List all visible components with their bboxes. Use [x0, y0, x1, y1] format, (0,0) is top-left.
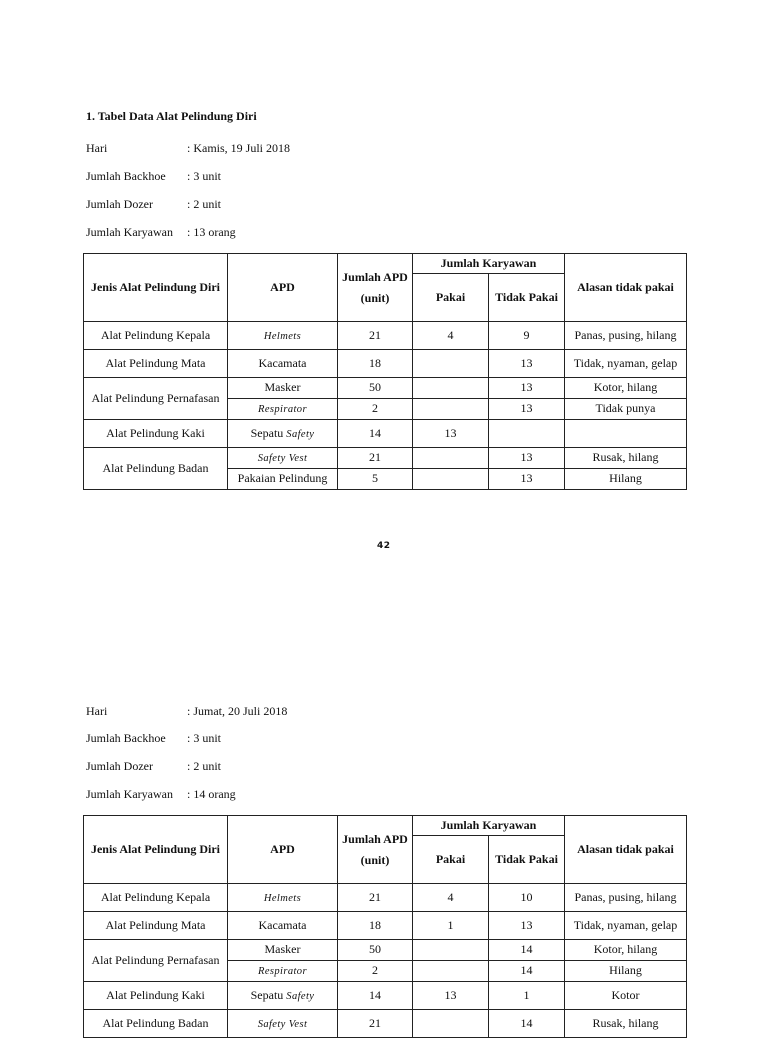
- table-row: [84, 350, 687, 378]
- cell-apd-name: Safety: [286, 428, 315, 440]
- header-alasan: Alasan tidak pakai: [565, 254, 687, 322]
- cell-tidak-pakai: 9: [489, 322, 565, 350]
- cell-jumlah-apd: 14: [338, 982, 413, 1010]
- page-number: 42: [377, 541, 391, 551]
- table-row: [84, 448, 687, 469]
- table-row: [84, 982, 687, 1010]
- cell-jumlah-apd: 2: [338, 399, 413, 420]
- cell-jumlah-apd: 50: [338, 940, 413, 961]
- day1-dozer-value: : 2 unit: [187, 197, 222, 211]
- cell-tidak-pakai: 14: [489, 940, 565, 961]
- cell-jenis: Alat Pelindung Pernafasan: [84, 940, 228, 982]
- cell-apd: [228, 420, 338, 448]
- cell-alasan: Kotor, hilang: [565, 378, 687, 399]
- table-row: [84, 322, 687, 350]
- cell-apd-name: Respirator: [258, 404, 307, 416]
- cell-jenis: Alat Pelindung Kepala: [84, 884, 228, 912]
- cell-pakai: [413, 940, 489, 961]
- cell-tidak-pakai: 13: [489, 469, 565, 490]
- cell-apd-name: Respirator: [258, 966, 307, 978]
- cell-alasan: Rusak, hilang: [565, 1010, 687, 1038]
- cell-tidak-pakai: 14: [489, 961, 565, 982]
- cell-apd-name: Helmets: [263, 330, 302, 342]
- karyawan-label: Jumlah Karyawan: [86, 225, 173, 239]
- table-row: [84, 912, 687, 940]
- table-row: [84, 940, 687, 961]
- apd-table-day1: [83, 253, 687, 490]
- header-alasan: Alasan tidak pakai: [565, 816, 687, 884]
- cell-alasan: Tidak, nyaman, gelap: [565, 912, 687, 940]
- cell-apd: [228, 940, 338, 961]
- cell-apd: [228, 469, 338, 490]
- cell-jenis: Alat Pelindung Mata: [84, 350, 228, 378]
- hari-label: Hari: [86, 704, 108, 718]
- cell-jumlah-apd: 18: [338, 350, 413, 378]
- header-tidak-pakai: Tidak Pakai: [489, 274, 565, 322]
- cell-alasan: Tidak punya: [565, 399, 687, 420]
- cell-tidak-pakai: 13: [489, 912, 565, 940]
- cell-apd-prefix: Sepatu: [250, 425, 287, 440]
- day2-hari-value: : Jumat, 20 Juli 2018: [187, 704, 288, 718]
- cell-apd-name: Masker: [264, 380, 301, 395]
- cell-pakai: [413, 350, 489, 378]
- cell-tidak-pakai: 13: [489, 378, 565, 399]
- day1-backhoe-value: : 3 unit: [187, 169, 222, 183]
- day2-dozer-value: : 2 unit: [187, 759, 222, 773]
- cell-jenis: Alat Pelindung Pernafasan: [84, 378, 228, 420]
- cell-jumlah-apd: 21: [338, 322, 413, 350]
- cell-pakai: 13: [413, 420, 489, 448]
- day2-karyawan-value: : 14 orang: [187, 787, 236, 801]
- cell-apd: [228, 448, 338, 469]
- cell-apd: [228, 378, 338, 399]
- cell-jumlah-apd: 5: [338, 469, 413, 490]
- cell-apd-name: Safety: [286, 990, 315, 1002]
- header-jumlah-apd: [338, 816, 413, 884]
- cell-apd-name: Pakaian Pelindung: [237, 471, 328, 486]
- header-unit-label: (unit): [360, 852, 390, 867]
- cell-tidak-pakai: 1: [489, 982, 565, 1010]
- backhoe-label: Jumlah Backhoe: [86, 731, 166, 745]
- header-tidak-pakai: Tidak Pakai: [489, 836, 565, 884]
- section-heading: 1. Tabel Data Alat Pelindung Diri: [86, 109, 257, 123]
- apd-table-day2: [83, 815, 687, 1038]
- cell-apd-name: Kacamata: [258, 917, 307, 932]
- cell-tidak-pakai: 13: [489, 350, 565, 378]
- cell-apd-name: Safety Vest: [257, 1018, 308, 1030]
- cell-alasan: Kotor: [565, 982, 687, 1010]
- cell-jenis: Alat Pelindung Kaki: [84, 420, 228, 448]
- cell-tidak-pakai: 10: [489, 884, 565, 912]
- header-jenis: Jenis Alat Pelindung Diri: [84, 816, 228, 884]
- table-row: [84, 420, 687, 448]
- header-unit-label: (unit): [360, 290, 390, 305]
- cell-apd-name: Safety Vest: [257, 453, 308, 465]
- header-pakai: Pakai: [413, 836, 489, 884]
- cell-tidak-pakai: 13: [489, 448, 565, 469]
- cell-jumlah-apd: 14: [338, 420, 413, 448]
- cell-pakai: [413, 448, 489, 469]
- hari-label: Hari: [86, 141, 108, 155]
- header-jumlah-apd: [338, 254, 413, 322]
- apd-table-body: [84, 884, 687, 1038]
- cell-jenis: Alat Pelindung Kepala: [84, 322, 228, 350]
- cell-apd: [228, 884, 338, 912]
- karyawan-label: Jumlah Karyawan: [86, 787, 173, 801]
- header-pakai: Pakai: [413, 274, 489, 322]
- cell-alasan: Panas, pusing, hilang: [565, 884, 687, 912]
- cell-jenis: Alat Pelindung Kaki: [84, 982, 228, 1010]
- cell-apd: [228, 350, 338, 378]
- cell-alasan: [565, 420, 687, 448]
- cell-apd: [228, 322, 338, 350]
- day2-backhoe-value: : 3 unit: [187, 731, 222, 745]
- table-row: [84, 884, 687, 912]
- header-jenis: Jenis Alat Pelindung Diri: [84, 254, 228, 322]
- cell-jumlah-apd: 21: [338, 1010, 413, 1038]
- header-jumlah-karyawan: Jumlah Karyawan: [413, 254, 565, 274]
- cell-alasan: Hilang: [565, 961, 687, 982]
- cell-tidak-pakai: [489, 420, 565, 448]
- cell-jenis: Alat Pelindung Mata: [84, 912, 228, 940]
- cell-jumlah-apd: 2: [338, 961, 413, 982]
- day1-hari-value: : Kamis, 19 Juli 2018: [187, 141, 291, 155]
- cell-apd: [228, 961, 338, 982]
- dozer-label: Jumlah Dozer: [86, 197, 153, 211]
- cell-pakai: [413, 399, 489, 420]
- cell-pakai: [413, 378, 489, 399]
- cell-apd-prefix: Sepatu: [250, 987, 287, 1002]
- cell-alasan: Kotor, hilang: [565, 940, 687, 961]
- cell-jenis: Alat Pelindung Badan: [84, 448, 228, 490]
- cell-alasan: Tidak, nyaman, gelap: [565, 350, 687, 378]
- cell-alasan: Hilang: [565, 469, 687, 490]
- dozer-label: Jumlah Dozer: [86, 759, 153, 773]
- cell-pakai: 4: [413, 884, 489, 912]
- header-jumlah-apd-label: Jumlah APD: [342, 270, 408, 285]
- backhoe-label: Jumlah Backhoe: [86, 169, 166, 183]
- cell-apd: [228, 982, 338, 1010]
- cell-apd-name: Kacamata: [258, 355, 307, 370]
- cell-tidak-pakai: 14: [489, 1010, 565, 1038]
- cell-pakai: 4: [413, 322, 489, 350]
- cell-jumlah-apd: 18: [338, 912, 413, 940]
- day1-karyawan-value: : 13 orang: [187, 225, 236, 239]
- cell-alasan: Panas, pusing, hilang: [565, 322, 687, 350]
- cell-jumlah-apd: 21: [338, 884, 413, 912]
- cell-jenis: Alat Pelindung Badan: [84, 1010, 228, 1038]
- cell-alasan: Rusak, hilang: [565, 448, 687, 469]
- cell-apd: [228, 912, 338, 940]
- apd-table-body: [84, 322, 687, 490]
- header-jumlah-apd-label: Jumlah APD: [342, 832, 408, 847]
- cell-pakai: 1: [413, 912, 489, 940]
- cell-pakai: [413, 961, 489, 982]
- cell-jumlah-apd: 21: [338, 448, 413, 469]
- cell-apd-name: Helmets: [263, 892, 302, 904]
- cell-apd-name: Masker: [264, 942, 301, 957]
- cell-jumlah-apd: 50: [338, 378, 413, 399]
- cell-apd: [228, 399, 338, 420]
- cell-tidak-pakai: 13: [489, 399, 565, 420]
- header-apd: APD: [228, 816, 338, 884]
- header-jumlah-karyawan: Jumlah Karyawan: [413, 816, 565, 836]
- table-row: [84, 378, 687, 399]
- cell-pakai: [413, 469, 489, 490]
- cell-pakai: 13: [413, 982, 489, 1010]
- header-apd: APD: [228, 254, 338, 322]
